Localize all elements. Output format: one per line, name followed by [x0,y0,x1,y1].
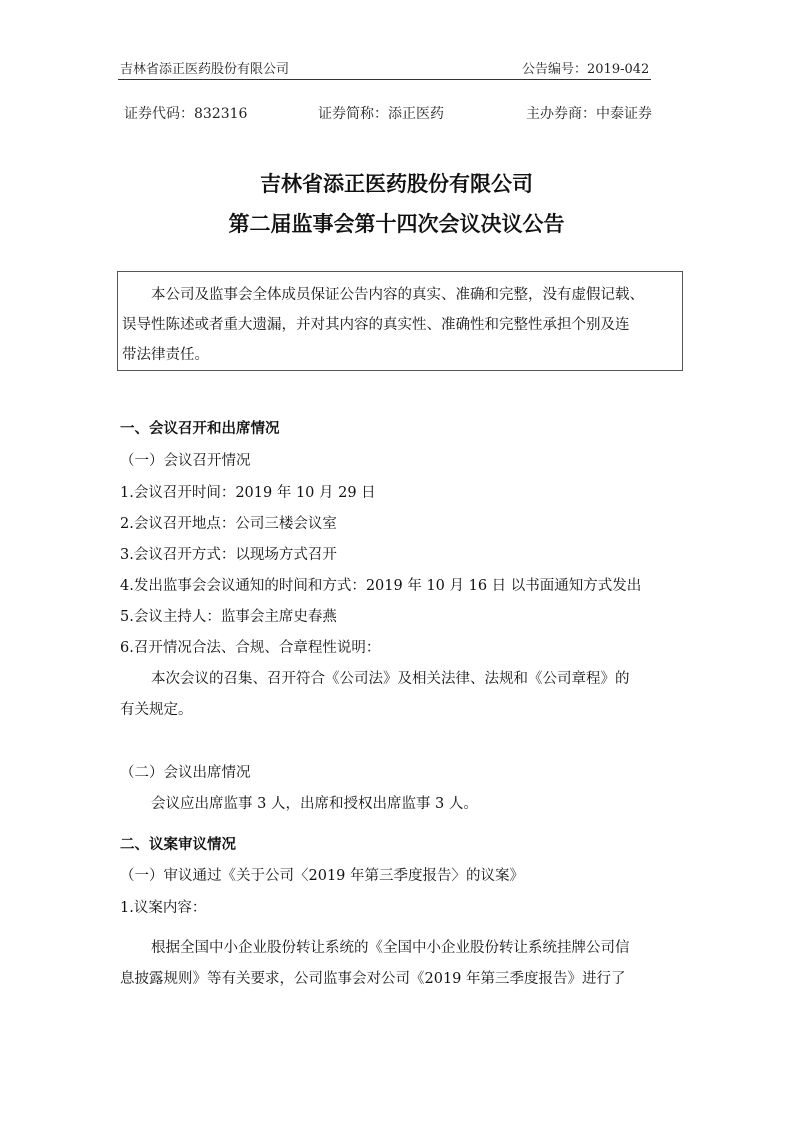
document-title-line2: 第二届监事会第十四次会议决议公告 [228,212,565,236]
disclaimer-line2: 误导性陈述或者重大遗漏，并对其内容的真实性、准确性和完整性承担个别及连 [122,317,630,333]
document-title-line1: 吉林省添正医药股份有限公司 [260,172,533,196]
proposal-content-line2: 息披露规则》等有关要求，公司监事会对公司《2019 年第三季度报告》进行了 [120,971,626,987]
proposal-content-label: 1.议案内容： [120,900,207,916]
compliance-statement-label: 6.召开情况合法、合规、合章程性说明： [120,640,381,656]
compliance-text-line2: 有关规定。 [120,702,193,718]
security-code: 证券代码：832316 [124,106,248,122]
proposal-content-line1: 根据全国中小企业股份转让系统的《全国中小企业股份转让系统挂牌公司信 [151,940,630,956]
meeting-time: 1.会议召开时间：2019 年 10 月 29 日 [120,485,376,501]
meeting-method: 3.会议召开方式：以现场方式召开 [120,547,337,563]
section2-heading: 二、议案审议情况 [120,837,236,853]
compliance-text-line1: 本次会议的召集、召开符合《公司法》及相关法律、法规和《公司章程》的 [151,671,630,687]
notice-time-method: 4.发出监事会会议通知的时间和方式：2019 年 10 月 16 日 以书面通知方式发出 [120,578,642,594]
lead-broker: 主办券商：中泰证券 [526,106,652,122]
header-company: 吉林省添正医药股份有限公司 [120,62,290,77]
header-divider [118,79,651,80]
section1-subheading-attendance: （二）会议出席情况 [120,765,251,781]
proposal-title: （一）审议通过《关于公司〈2019 年第三季度报告〉的议案》 [120,868,525,884]
section1-subheading-convening: （一）会议召开情况 [120,453,251,469]
disclaimer-line1: 本公司及监事会全体成员保证公告内容的真实、准确和完整，没有虚假记载、 [151,287,644,303]
section1-heading: 一、会议召开和出席情况 [120,421,280,437]
meeting-location: 2.会议召开地点：公司三楼会议室 [120,516,337,532]
meeting-host: 5.会议主持人：监事会主席史春燕 [120,609,337,625]
disclaimer-line3: 带法律责任。 [122,347,209,363]
attendance-text: 会议应出席监事 3 人，出席和授权出席监事 3 人。 [151,796,478,812]
security-abbreviation: 证券简称：添正医药 [318,106,444,122]
header-notice-number: 公告编号：2019-042 [522,62,650,77]
